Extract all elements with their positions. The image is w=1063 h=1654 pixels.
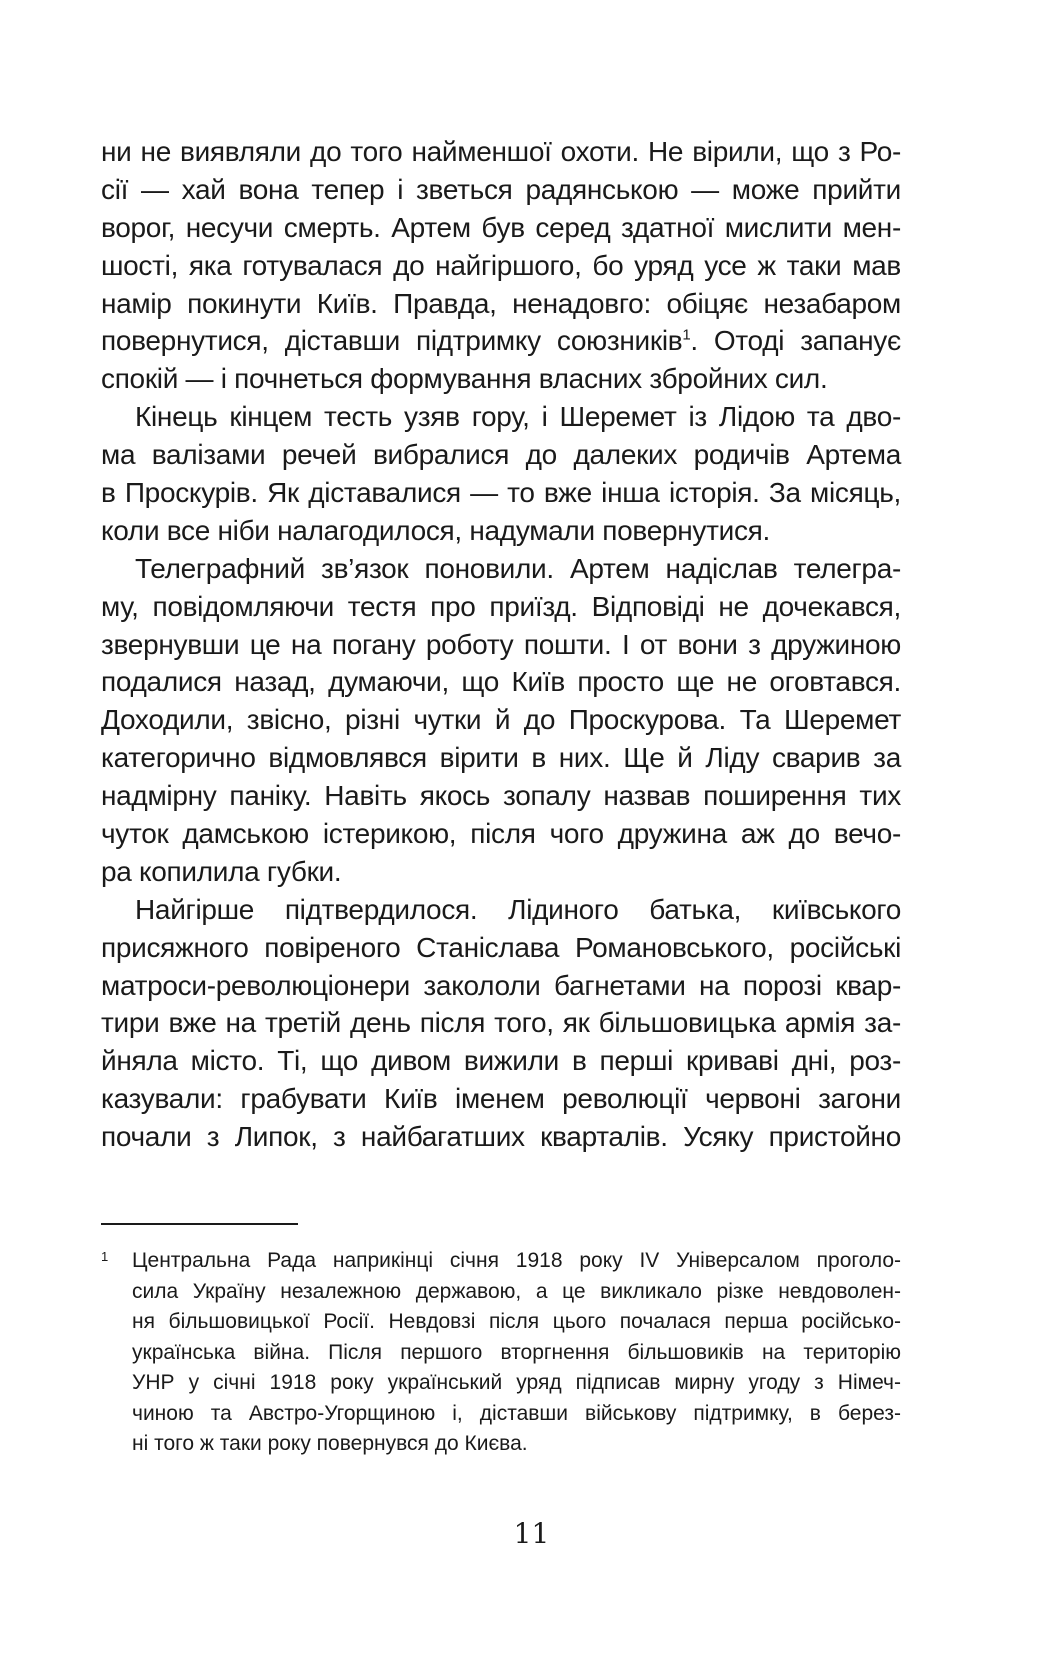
text-line: присяжного повіреного Станіслава Романовського, російські	[101, 931, 901, 963]
text-line: матроси-революціонери закололи багнетами на порозі квар-	[101, 969, 901, 1001]
text-line: в Проскурів. Як діставалися — то вже інша історія. За місяць,	[101, 477, 901, 509]
text-line: ма валізами речей вибралися до далеких родичів Артема	[101, 439, 901, 471]
footnote-divider	[101, 1223, 298, 1225]
footnote-line: ня більшовицької Росії. Невдовзі після цього почалася перша російсько-	[132, 1310, 901, 1333]
footnote-line: чиною та Австро-Угорщиною і, діставши військову підтримку, в берез-	[132, 1401, 901, 1425]
text-line: ворог, несучи смерть. Артем був серед здатної мислити мен-	[101, 211, 901, 243]
text-line: шості, яка готувалася до найгіршого, бо уряд усе ж таки мав	[101, 249, 901, 281]
text-line: чуток дамською істерикою, після чого дружина аж до вечо-	[101, 818, 901, 850]
text-line: намір покинути Київ. Правда, ненадовго: обіцяє незабаром	[101, 287, 901, 319]
text-line: тири вже на третій день після того, як більшовицька армія за-	[101, 1007, 901, 1039]
text-fragment: . Отоді запанує	[690, 325, 901, 357]
footnote-text	[132, 1246, 901, 1460]
text-line: Телеграфний зв’язок поновили. Артем надіслав телегра-	[135, 552, 901, 584]
page-number: 11	[513, 1517, 550, 1550]
text-line: казували: грабувати Київ іменем революції червоні загони	[101, 1083, 901, 1115]
text-line: йняла місто. Ті, що дивом вижили в перші криваві дні, роз-	[101, 1045, 901, 1077]
footnote-line: сила Україну незалежною державою, а це викликало різке невдоволен-	[132, 1279, 901, 1303]
footnote-line: Центральна Рада наприкінці січня 1918 року IV Універсалом проголо-	[132, 1249, 901, 1272]
footnote-reference[interactable]: 1	[682, 327, 691, 345]
text-line: звернувши це на погану роботу пошти. І от вони з дружиною	[101, 628, 901, 660]
text-line: почали з Липок, з найбагатших кварталів. Усяку пристойно	[101, 1121, 901, 1153]
text-line: коли все ніби налагодилося, надумали повернутися.	[101, 514, 771, 546]
text-line: Кінець кінцем тесть узяв гору, і Шеремет із Лідою та дво-	[135, 401, 901, 433]
footnote-number: 1	[101, 1249, 109, 1264]
footnote	[101, 1246, 901, 1460]
text-line: сії — хай вона тепер і зветься радянською — може прийти	[101, 173, 901, 205]
text-line: Доходили, звісно, різні чутки й до Проскурова. Та Шеремет	[101, 704, 901, 736]
main-text	[101, 133, 901, 1156]
footnote-line: українська війна. Після першого вторгнення більшовиків на територію	[132, 1340, 901, 1364]
footnote-line: ні того ж таки року повернувся до Києва.	[132, 1432, 528, 1455]
text-line: ра копилила губки.	[101, 855, 342, 887]
text-line: Найгірше підтвердилося. Лідиного батька, київського	[135, 893, 901, 925]
text-line: категорично відмовлявся вірити в них. Ще й Ліду сварив за	[101, 742, 901, 774]
text-line-with-footnote-ref	[101, 322, 901, 360]
text-line: ни не виявляли до того найменшої охоти. Не вірили, що з Ро-	[101, 136, 901, 167]
text-line: му, повідомляючи тестя про приїзд. Відповіді не дочекався,	[101, 590, 901, 622]
text-line: подалися назад, думаючи, що Київ просто ще не оговтався.	[101, 666, 901, 698]
text-line: надмірну паніку. Навіть якось зопалу назвав поширення тих	[101, 780, 901, 812]
text-fragment: повернутися, діставши підтримку союзників	[101, 325, 683, 357]
footnote-line: УНР у січні 1918 року український уряд підписав мирну угоду з Німеч-	[132, 1371, 901, 1394]
text-line: спокій — і почнеться формування власних збройних сил.	[101, 363, 828, 395]
